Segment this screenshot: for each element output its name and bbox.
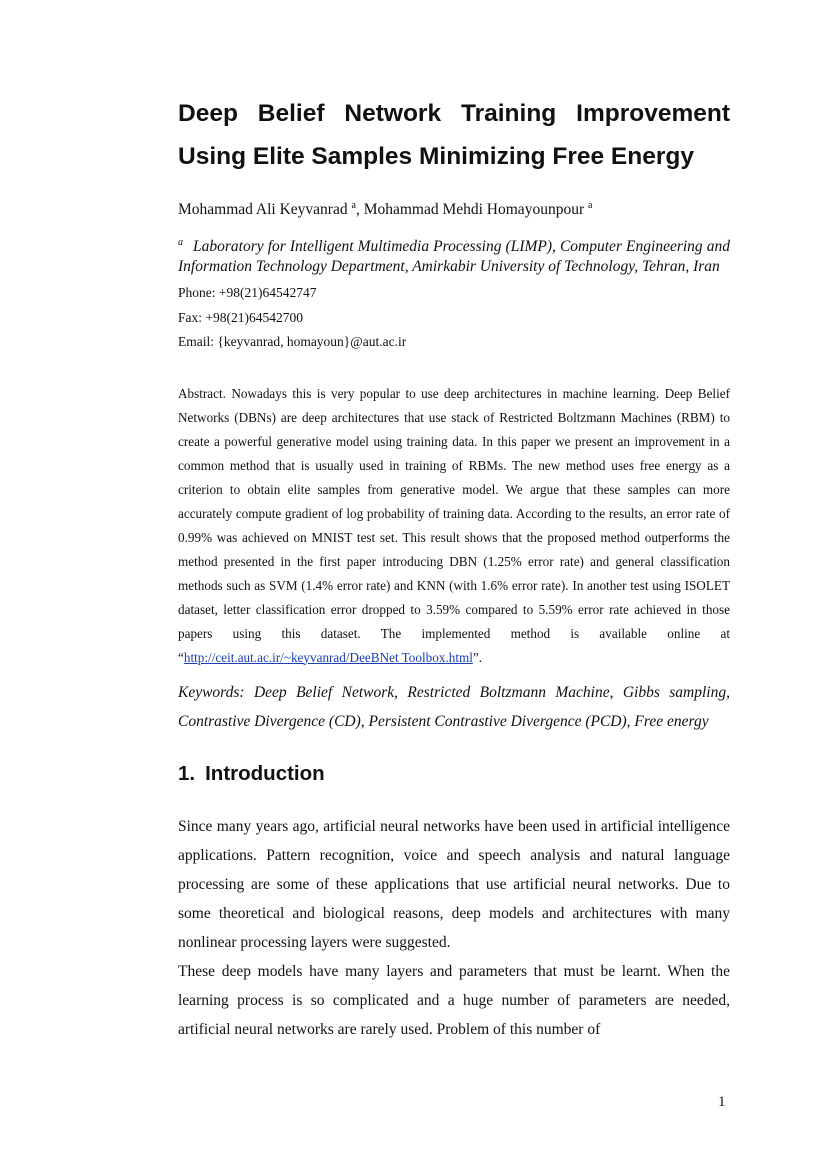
paper-page [178,92,730,1044]
affiliation-text: Laboratory for Intelligent Multimedia Processing (LIMP), Computer Engineering and Information Technology Department, Amirkabir University of Technology, Tehran, Iran [178,238,730,275]
email-line: Email: {keyvanrad, homayoun}@aut.ac.ir [178,334,407,349]
affiliation-marker: a [587,200,593,211]
affiliation [178,237,730,276]
page-number: 1 [718,1094,726,1110]
author-list [178,200,730,220]
fax-line: Fax: +98(21)64542700 [178,309,303,325]
abstract-suffix: ”. [472,649,483,665]
paper-title-line-1: Deep Belief Network Training Improvement [178,100,730,127]
author-separator: , [355,201,364,218]
section-heading-introduction [178,760,730,788]
body-paragraph: Since many years ago, artificial neural networks have been used in artificial intelligence applications. Pattern recognition, voice and speech analysis and natural language processing are some of these applications that use artificial neural networks. Due to some theoretical and biological reasons, deep models and architectures with many nonlinear processing layers were suggested. [178,817,730,951]
author-name: Mohammad Mehdi Homayounpour [363,201,585,218]
section-title: Introduction [205,761,325,785]
abstract [178,382,730,670]
abstract-text: Abstract. Nowadays this is very popular to use deep architectures in machine learning. Deep Belief Networks (DBNs) are deep architectures that use stack of Restricted Boltzmann Machines (RBM) to create a powerful generative model using training data. In this paper we present an improvement in a common method that is usually used in training of RBMs. The new method uses free energy as a criterion to obtain elite samples from generative model. We argue that these samples can more accurately compute gradient of log probability of training data. According to the results, an error rate of 0.99% was achieved on MNIST test set. This result shows that the proposed method outperforms the method presented in the first paper introducing DBN (1.25% error rate) and general classification methods such as SVM (1.4% error rate) and KNN (with 1.6% error rate). In another test using ISOLET dataset, letter classification error dropped to 3.59% compared to 5.59% error rate achieved in those papers using this dataset. The implemented method is available online at “ [178,385,730,665]
affiliation-marker: a [351,200,356,211]
paper-title [178,92,730,178]
section-number: 1. [178,761,196,785]
keywords: Keywords: Deep Belief Network, Restricted Boltzmann Machine, Gibbs sampling, Contrastive Divergence (CD), Persistent Contrastive Divergence (PCD), Free energy [178,683,730,730]
phone-line: Phone: +98(21)64542747 [178,285,317,300]
toolbox-link[interactable]: http://ceit.aut.ac.ir/~keyvanrad/DeeBNet Toolbox.html [183,649,473,665]
paper-title-line-2: Using Elite Samples Minimizing Free Energy [178,143,694,170]
author-name: Mohammad Ali Keyvanrad [178,201,348,218]
affiliation-marker: a [178,237,183,248]
contact-info [178,281,730,355]
body-paragraph: These deep models have many layers and parameters that must be learnt. When the learning process is so complicated and a huge number of parameters are needed, artificial neural networks are rarely used. Problem of this number of [178,962,730,1038]
